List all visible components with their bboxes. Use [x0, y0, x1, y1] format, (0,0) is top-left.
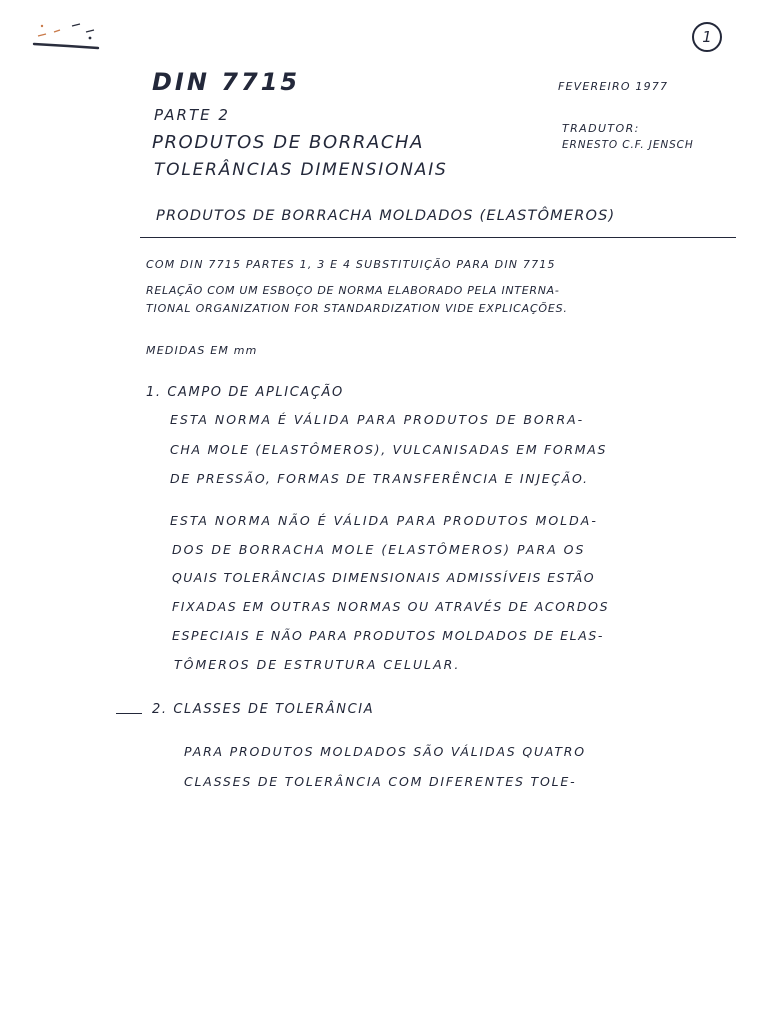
document-heading-line2: TOLERÂNCIAS DIMENSIONAIS — [154, 160, 448, 180]
intro-line-1: COM DIN 7715 PARTES 1, 3 E 4 SUBSTITUIÇÃO PARA DIN 7715 — [146, 258, 556, 271]
intro-line-3: TIONAL ORGANIZATION FOR STANDARDIZATION VIDE EXPLICAÇÕES. — [146, 302, 568, 315]
section-2-p1-line-2: CLASSES DE TOLERÂNCIA COM DIFERENTES TOLE- — [184, 774, 577, 789]
translator-label: TRADUTOR: — [562, 122, 640, 135]
section-1-p1-line-3: DE PRESSÃO, FORMAS DE TRANSFERÊNCIA E INJEÇÃO. — [170, 471, 589, 486]
section-1-p2-line-1: ESTA NORMA NÃO É VÁLIDA PARA PRODUTOS MOLDA- — [170, 513, 598, 528]
document-part: PARTE 2 — [154, 106, 230, 124]
scribble-mark — [28, 14, 108, 54]
subtitle-rule — [140, 237, 736, 238]
translator-name: ERNESTO C.F. JENSCH — [562, 139, 694, 151]
document-subtitle: PRODUTOS DE BORRACHA MOLDADOS (ELASTÔMEROS) — [156, 208, 616, 224]
intro-line-2: RELAÇÃO COM UM ESBOÇO DE NORMA ELABORADO PELA INTERNA- — [146, 284, 560, 297]
section-1-p2-line-5: ESPECIAIS E NÃO PARA PRODUTOS MOLDADOS DE ELAS- — [172, 628, 604, 643]
section-1-p2-line-4: FIXADAS EM OUTRAS NORMAS OU ATRAVÉS DE ACORDOS — [172, 599, 610, 614]
document-title: DIN 7715 — [152, 68, 301, 96]
section-1-p2-line-6: TÔMEROS DE ESTRUTURA CELULAR. — [174, 657, 461, 672]
section-1-p2-line-2: DOS DE BORRACHA MOLE (ELASTÔMEROS) PARA OS — [172, 542, 586, 557]
section-2-p1-line-1: PARA PRODUTOS MOLDADOS SÃO VÁLIDAS QUATRO — [184, 744, 586, 759]
section-1-heading: 1. CAMPO DE APLICAÇÃO — [146, 385, 344, 400]
section-1-p2-line-3: QUAIS TOLERÂNCIAS DIMENSIONAIS ADMISSÍVEIS ESTÃO — [172, 570, 595, 585]
page-number: 1 — [692, 22, 722, 52]
document-date: FEVEREIRO 1977 — [558, 80, 669, 93]
margin-dash — [116, 713, 142, 714]
section-2-heading: 2. CLASSES DE TOLERÂNCIA — [152, 702, 375, 717]
units-note: MEDIDAS EM mm — [146, 344, 258, 357]
section-1-p1-line-2: CHA MOLE (ELASTÔMEROS), VULCANISADAS EM FORMAS — [170, 442, 608, 457]
section-1-p1-line-1: ESTA NORMA É VÁLIDA PARA PRODUTOS DE BORRA- — [170, 412, 585, 427]
document-heading-line1: PRODUTOS DE BORRACHA — [152, 132, 425, 153]
